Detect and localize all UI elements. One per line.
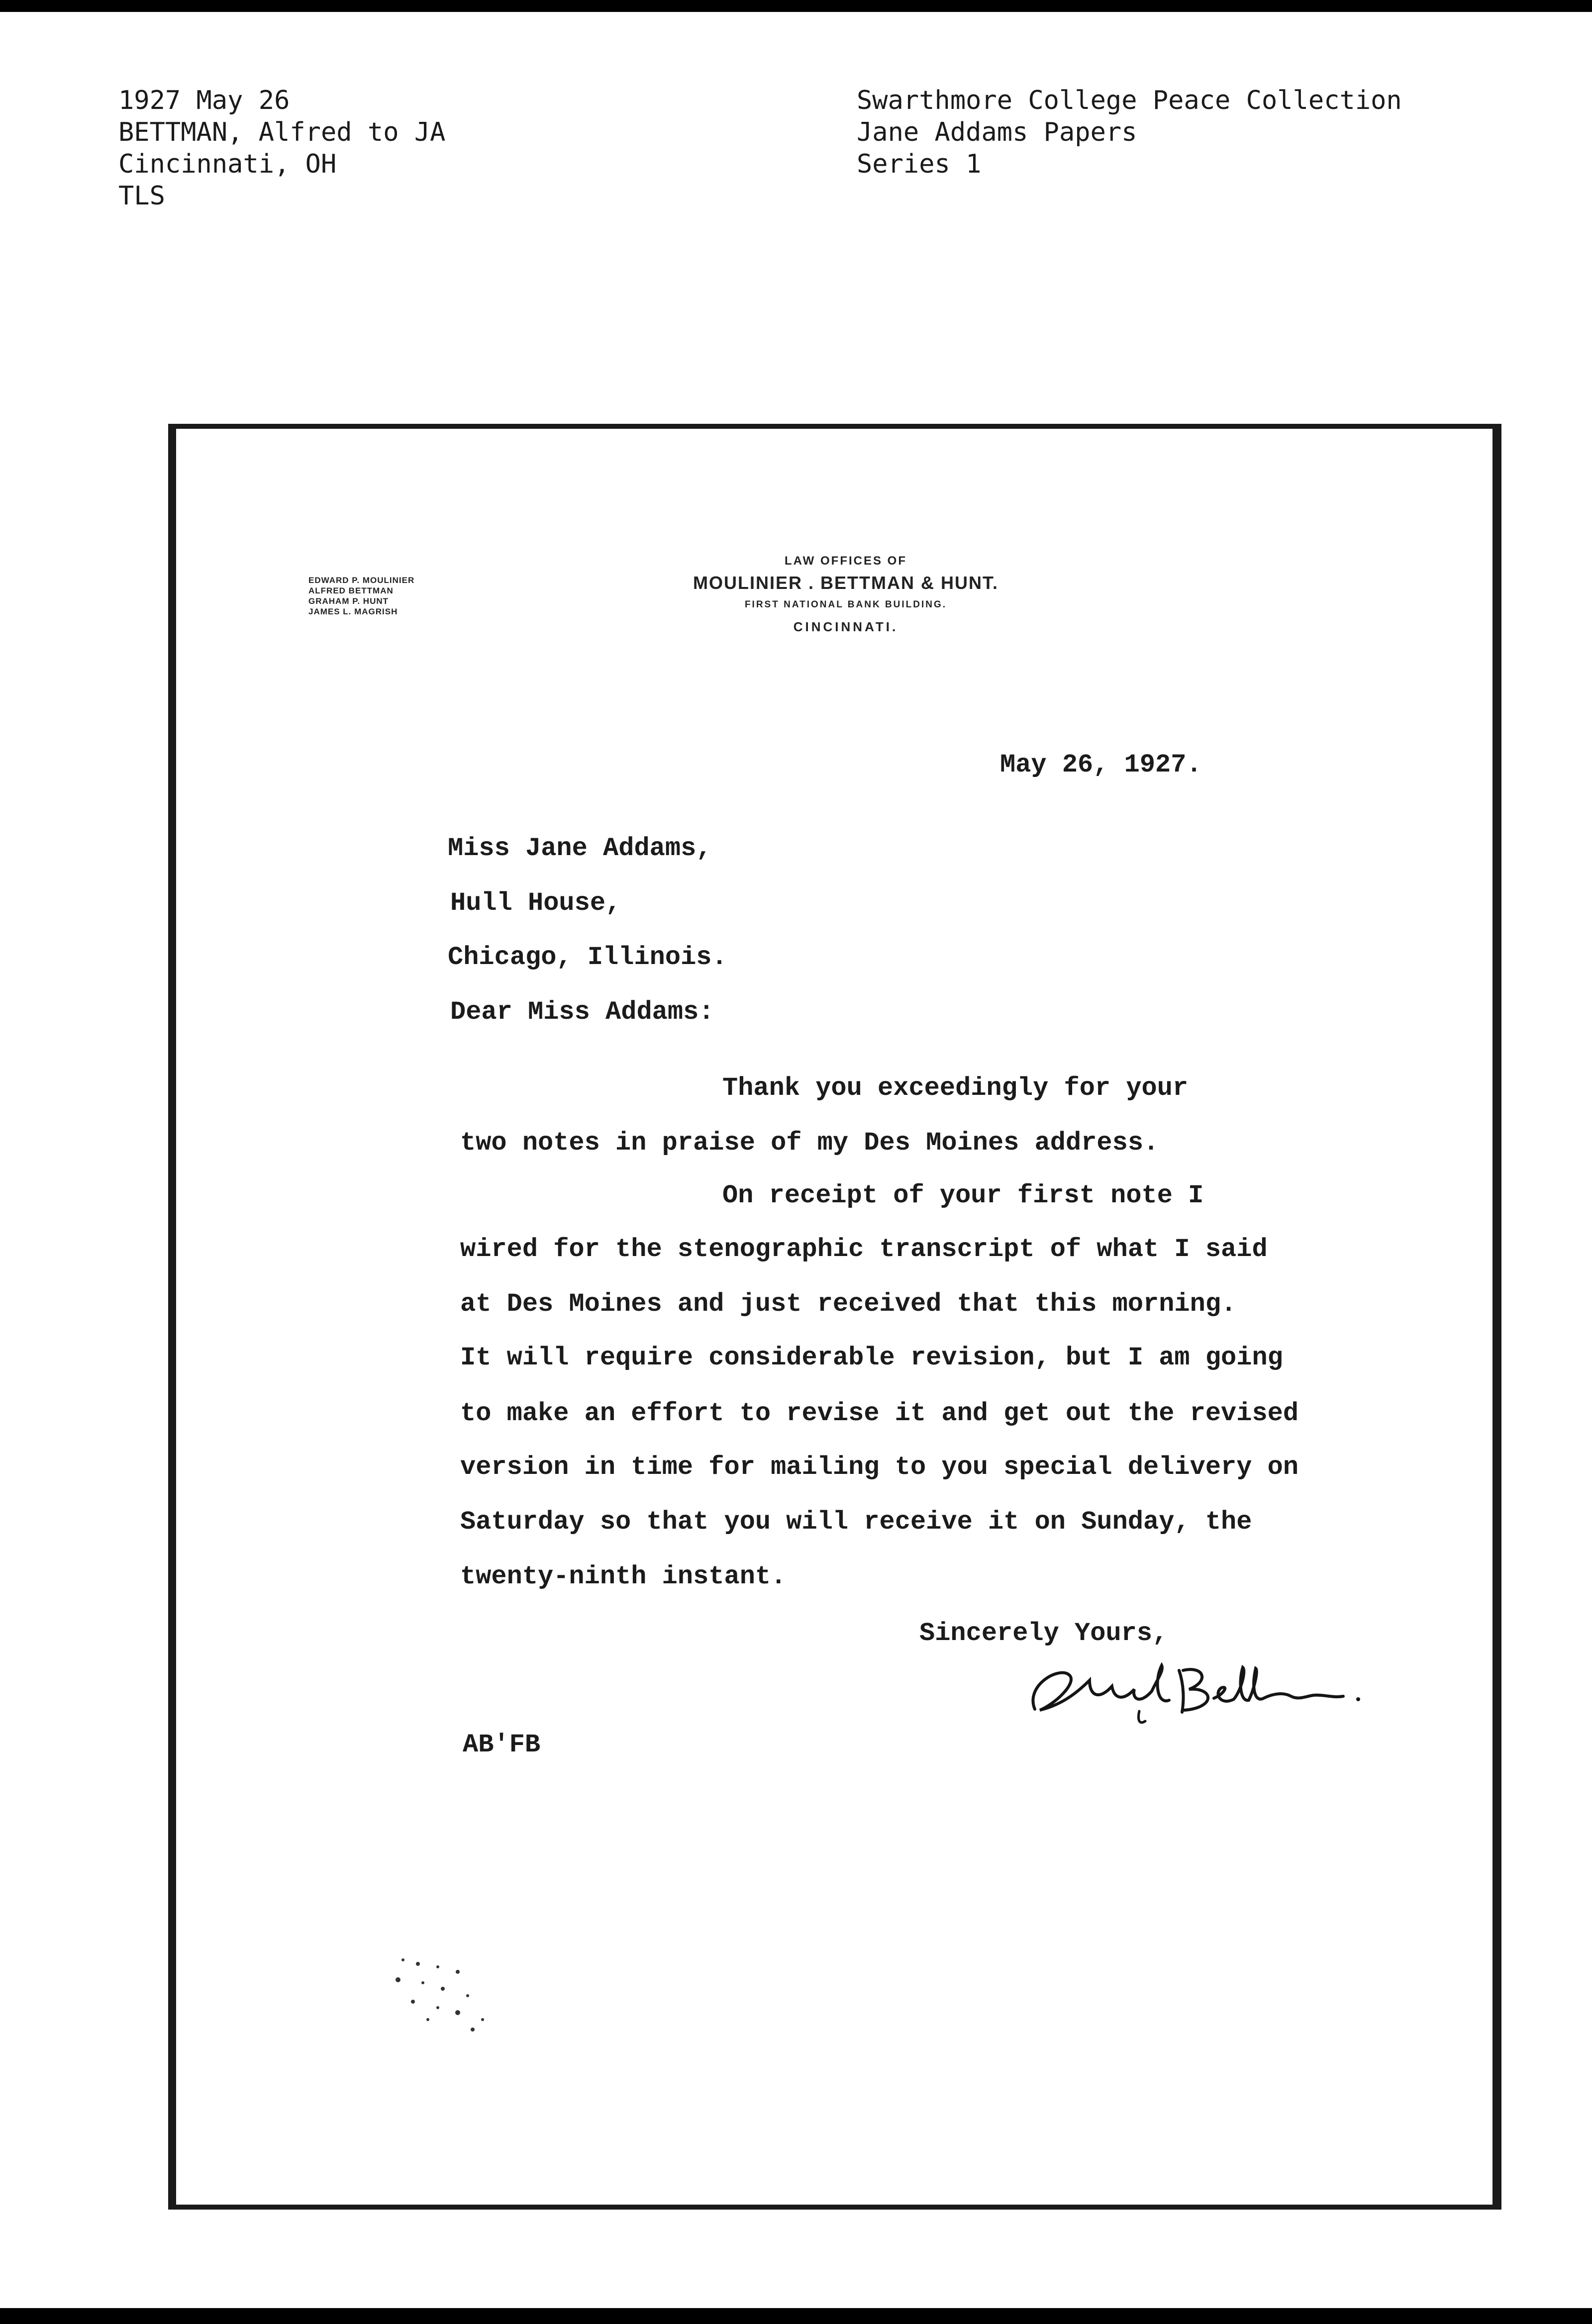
citation-correspondents: BETTMAN, Alfred to JA [118, 117, 446, 147]
partner-name: JAMES L. MAGRISH [308, 607, 398, 616]
archive-citation [118, 85, 445, 212]
recipient-city: Chicago, Illinois. [448, 943, 727, 972]
partner-name: GRAHAM P. HUNT [308, 596, 389, 606]
scan-top-border [0, 0, 1592, 12]
collection-name: Swarthmore College Peace Collection [857, 86, 1402, 115]
body-line: version in time for mailing to you special delivery on [460, 1452, 1299, 1482]
closing: Sincerely Yours, [919, 1619, 1168, 1648]
body-line: two notes in praise of my Des Moines address. [460, 1128, 1159, 1158]
handwritten-signature [1015, 1650, 1413, 1730]
letterhead [647, 551, 1045, 639]
archive-collection [857, 85, 1402, 180]
body-line: On receipt of your first note I [722, 1181, 1204, 1210]
citation-place: Cincinnati, OH [118, 149, 337, 179]
letter-date: May 26, 1927. [1000, 750, 1202, 779]
collection-series: Series 1 [857, 149, 982, 179]
body-line: Thank you exceedingly for your [722, 1073, 1189, 1103]
citation-date: 1927 May 26 [118, 86, 290, 115]
partner-name: ALFRED BETTMAN [308, 586, 394, 595]
scan-bottom-border [0, 2308, 1592, 2324]
body-line: wired for the stenographic transcript of what I said [460, 1235, 1268, 1264]
recipient-institution: Hull House, [450, 888, 621, 918]
body-line: at Des Moines and just received that this morning. [460, 1289, 1237, 1319]
recipient-name: Miss Jane Addams, [448, 834, 712, 863]
body-line: Saturday so that you will receive it on Sunday, the [460, 1507, 1252, 1537]
collection-papers: Jane Addams Papers [857, 117, 1137, 147]
letterhead-law-offices: LAW OFFICES OF [785, 554, 907, 568]
ink-smudge [383, 1950, 507, 2039]
body-line: It will require considerable revision, but I am going [460, 1343, 1283, 1372]
citation-type: TLS [118, 181, 165, 211]
partner-list [308, 575, 414, 617]
salutation: Dear Miss Addams: [450, 997, 714, 1027]
letterhead-building: FIRST NATIONAL BANK BUILDING. [744, 599, 947, 610]
partner-name: EDWARD P. MOULINIER [308, 576, 415, 585]
letterhead-city: CINCINNATI. [793, 619, 898, 634]
typist-initials: AB'FB [463, 1730, 541, 1759]
body-line: twenty-ninth instant. [460, 1562, 787, 1591]
letterhead-firm-name: MOULINIER . BETTMAN & HUNT. [693, 573, 998, 593]
body-line: to make an effort to revise it and get out the revised [460, 1399, 1299, 1428]
